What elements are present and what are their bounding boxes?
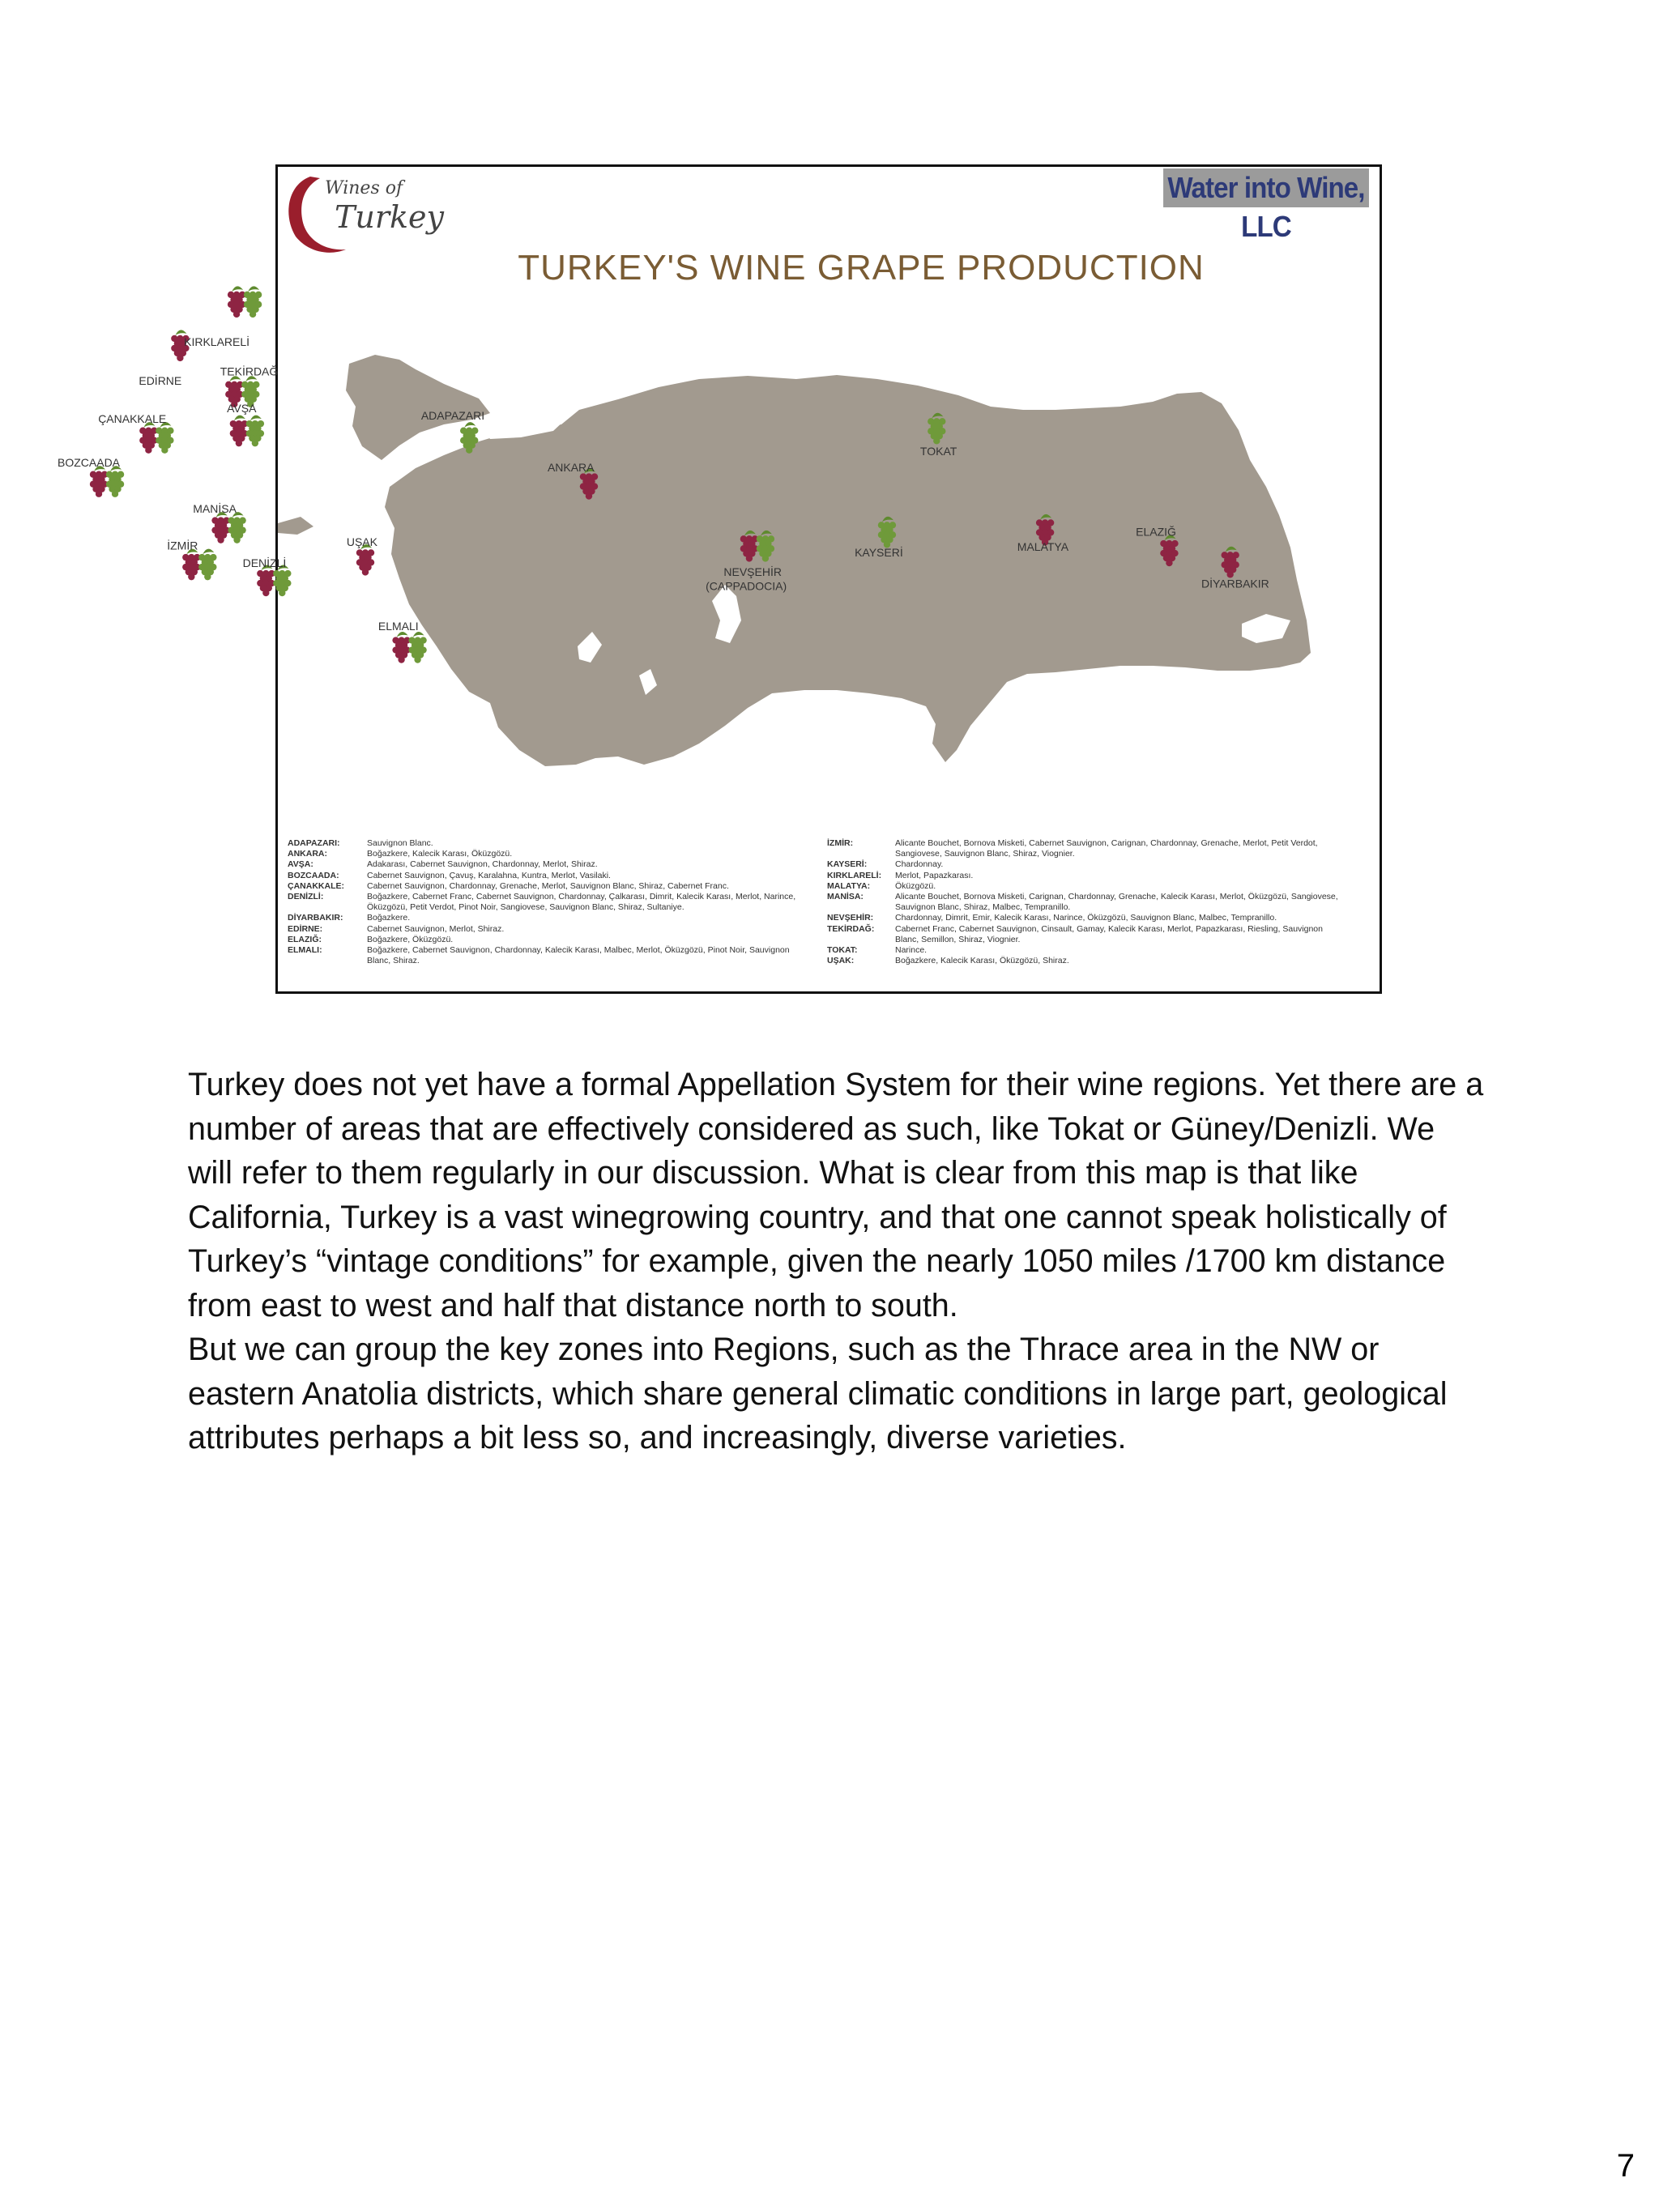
region-label: KIRKLARELİ [184,335,250,348]
region-label: ADAPAZARI [420,408,485,422]
legend-key: EDİRNE: [288,923,323,934]
legend-row [827,945,1346,956]
legend-key: MALATYA: [827,880,871,891]
region-label: ELMALI [377,620,419,633]
legend-key: ÇANAKKALE: [288,880,344,891]
legend-key: ELAZIĞ: [288,934,322,944]
legend-key: ANKARA: [288,849,327,859]
legend-row [827,892,1346,913]
legend-key: DENİZLİ: [288,892,324,902]
legend-key: TOKAT: [827,945,858,956]
region-label: AVŞA [227,402,257,416]
legend-right [827,838,1346,966]
legend-value: Merlot, Papazkarası. [895,870,974,880]
notes-paragraph-2: But we can group the key zones into Regions, such as the Thrace area in the NW or eastern Anatolia districts, which share general climatic conditions in large part, geological attributes perhaps a bit less so, and increasingly, diverse varieties. [188,1332,1448,1455]
red-grape-icon [228,286,245,318]
brand-banner: Water into Wine, LLC [1163,168,1369,207]
region-label: MANİSA [193,501,237,515]
speaker-notes [188,1063,1484,1460]
legend-row [827,913,1346,923]
legend-value: Adakarası, Cabernet Sauvignon, Chardonnay, Merlot, Shiraz. [367,859,598,870]
green-grape-icon [246,416,264,447]
legend-row [288,881,814,892]
region-label: İZMİR [167,539,198,552]
region-label: NEVŞEHİR [723,565,782,579]
legend-row [288,945,814,966]
region-label: BOZCAADA [58,456,121,470]
slide-image [58,164,1382,994]
red-grape-icon [230,416,248,447]
legend-row [827,881,1346,892]
legend-row [288,871,814,881]
legend-row [288,935,814,945]
legend-row [288,859,814,870]
legend-key: KIRKLARELİ: [827,870,882,880]
legend-row [827,838,1346,859]
legend-value: Chardonnay. [895,859,944,870]
green-grape-icon [106,466,124,497]
legend-key: ELMALI: [288,945,322,956]
region-label: KAYSERİ [855,546,903,560]
red-grape-icon [211,512,229,543]
legend-value: Alicante Bouchet, Bornova Misketi, Cabernet Sauvignon, Carignan, Chardonnay, Grenache, Merlot, Petit Verdot, Sangiovese, Sauvignon Blanc, Shiraz, Viognier. [895,838,1318,859]
legend-value: Narince. [895,945,928,956]
legend-row [288,913,814,923]
legend-key: ADAPAZARI: [288,838,340,848]
green-grape-icon [228,512,245,543]
page-number: 7 [1616,2148,1635,2184]
legend-key: AVŞA: [288,859,313,870]
region-label: DENİZLİ [242,556,287,569]
red-grape-icon [257,565,275,596]
legend-value: Cabernet Franc, Cabernet Sauvignon, Cinsault, Gamay, Kalecik Karası, Merlot, Papazkarası, Riesling, Sauvignon Blanc, Semillon, Shiraz, Viognier. [895,923,1323,944]
green-grape-icon [244,286,262,318]
legend-key: İZMİR: [827,838,854,848]
region-label: ÇANAKKALE [98,412,167,426]
legend-value: Boğazkere, Kalecik Karası, Öküzgözü. [367,849,513,859]
legend-key: NEVŞEHİR: [827,913,874,923]
green-grape-icon [273,565,291,596]
green-grape-icon [198,549,216,581]
notes-paragraph-1: Turkey does not yet have a formal Appellation System for their wine regions. Yet there are a number of areas that are effectively considered as such, like Tokat or Güney/Denizli. We will refer to them regularly in our discussion. What is clear from this map is that like California, Turkey is a vast winegrowing country, and that one cannot speak holistically of Turkey’s “vintage conditions” for example, given the nearly 1050 miles /1700 km distance from east to west and half that distance north to south. [188,1067,1484,1323]
legend-value: Cabernet Sauvignon, Merlot, Shiraz. [367,923,505,934]
legend-key: KAYSERİ: [827,859,868,870]
bozcaada-island [278,517,313,535]
legend-value: Öküzgözü. [895,880,936,891]
region-label: MALATYA [1017,539,1069,553]
legend-row [827,871,1346,881]
legend-key: TEKİRDAĞ: [827,923,875,934]
logo-line1: Wines of [325,178,403,198]
legend-value: Cabernet Sauvignon, Çavuş, Karalahna, Kuntra, Merlot, Vasilaki. [367,870,611,880]
region-label: UŞAK [346,535,377,549]
green-grape-icon [156,422,173,454]
green-grape-icon [408,632,426,663]
logo-line2: Turkey [335,199,444,235]
legend-row [288,849,814,859]
region-label: TOKAT [919,444,957,458]
region-label: TEKİRDAĞ [220,364,279,378]
legend-value: Boğazkere, Kalecik Karası, Öküzgözü, Shiraz. [895,956,1069,966]
region-label: DİYARBAKIR [1201,577,1269,590]
legend-row [827,956,1346,966]
red-grape-icon [356,544,374,576]
legend-row [288,838,814,849]
legend-left [288,838,814,966]
legend-value: Boğazkere, Cabernet Franc, Cabernet Sauvignon, Chardonnay, Çalkarası, Dimrit, Kalecik Karası, Merlot, Narince, Öküzgözü, Petit Verdot, Pinot Noir, Sangiovese, Sauvignon Blanc, Shiraz, Sultaniye. [367,892,796,913]
legend-value: Cabernet Sauvignon, Chardonnay, Grenache, Merlot, Sauvignon Blanc, Shiraz, Cabernet Franc. [367,880,729,891]
legend-value: Boğazkere, Cabernet Sauvignon, Chardonnay, Kalecik Karası, Malbec, Merlot, Öküzgözü, Pinot Noir, Sauvignon Blanc, Shiraz. [367,945,790,966]
slide-title: TURKEY'S WINE GRAPE PRODUCTION [518,248,1205,288]
region-label: (CAPPADOCIA) [706,579,787,593]
legend-key: DİYARBAKIR: [288,913,343,923]
wines-of-turkey-logo [283,170,444,259]
legend-row [288,924,814,935]
legend-value: Chardonnay, Dimrit, Emir, Kalecik Karası, Narince, Öküzgözü, Sauvignon Blanc, Malbec, Tempranillo. [895,913,1277,923]
red-grape-icon [139,422,157,454]
legend-key: BOZCAADA: [288,870,339,880]
legend-value: Boğazkere. [367,913,411,923]
legend-key: UŞAK: [827,956,855,966]
red-grape-icon [182,549,200,581]
legend-value: Boğazkere, Öküzgözü. [367,934,454,944]
legend-row [827,924,1346,945]
legend-value: Alicante Bouchet, Bornova Misketi, Carignan, Chardonnay, Grenache, Kalecik Karası, Merlot, Öküzgözü, Sangiovese, Sauvignon Blanc, Shiraz, Malbec, Tempranillo. [895,892,1338,913]
legend-value: Sauvignon Blanc. [367,838,433,848]
legend-row [827,859,1346,870]
legend-key: MANİSA: [827,892,864,902]
red-grape-icon [392,632,410,663]
region-label: EDİRNE [139,374,182,388]
region-label: ANKARA [547,460,595,474]
region-label: ELAZIĞ [1136,525,1176,539]
red-grape-icon [90,466,108,497]
legend-row [288,892,814,913]
